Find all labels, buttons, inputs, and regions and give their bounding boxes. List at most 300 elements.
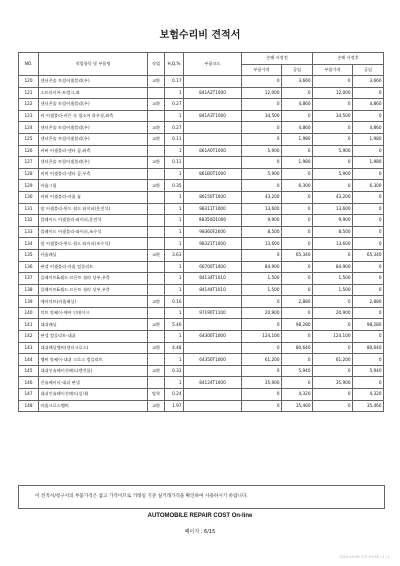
row-item: 커 어셈블리-커튼 속 업소어 하우징,좌측 bbox=[39, 110, 148, 122]
row-code: 64300T1000 bbox=[184, 331, 242, 343]
table-row bbox=[19, 145, 384, 157]
row-no: 139 bbox=[19, 296, 39, 308]
row-labor-before: 0 bbox=[282, 331, 313, 343]
table-row bbox=[19, 249, 384, 261]
row-labor-before: 0 bbox=[282, 354, 313, 366]
table-row bbox=[19, 261, 384, 273]
row-labor-after: 2,880 bbox=[353, 296, 384, 308]
row-labor-before: 0 bbox=[282, 87, 313, 99]
row-labor-after: 0 bbox=[353, 377, 384, 389]
row-parts-price-after: 84,900 bbox=[313, 261, 353, 273]
row-no: 141 bbox=[19, 319, 39, 331]
row-parts-price-after: 5,900 bbox=[313, 168, 353, 180]
row-parts-price-after: 34,500 bbox=[313, 110, 353, 122]
row-labor-after: 35,460 bbox=[353, 400, 384, 412]
row-labor-after: 1,980 bbox=[353, 157, 384, 169]
col-group-before: 손해 사정전 bbox=[242, 53, 313, 65]
row-parts-price-after: 0 bbox=[313, 133, 353, 145]
print-stamp: 2023-03-09 오후 07:58 / 1 / 1 bbox=[339, 555, 390, 559]
row-parts-price-before: 35,900 bbox=[242, 377, 282, 389]
row-hq: 4.48 bbox=[165, 342, 184, 354]
row-item: 에어덕트(카울패널) bbox=[39, 296, 148, 308]
row-work bbox=[148, 191, 165, 203]
row-labor-before: 0 bbox=[282, 377, 313, 389]
row-labor-after: 0 bbox=[353, 238, 384, 250]
row-hq: 3.63 bbox=[165, 249, 184, 261]
table-row bbox=[19, 307, 384, 319]
row-hq: 1 bbox=[165, 307, 184, 319]
row-no: 145 bbox=[19, 365, 39, 377]
table-row bbox=[19, 365, 384, 377]
row-parts-price-before: 12,000 bbox=[242, 87, 282, 99]
row-no: 148 bbox=[19, 400, 39, 412]
row-work: 교환 bbox=[148, 342, 165, 354]
row-work: 교환 bbox=[148, 76, 165, 88]
row-labor-before: 0 bbox=[282, 226, 313, 238]
row-no: 147 bbox=[19, 389, 39, 401]
row-no: 136 bbox=[19, 261, 39, 273]
row-work bbox=[148, 110, 165, 122]
table-row bbox=[19, 122, 384, 134]
table-row bbox=[19, 110, 384, 122]
row-parts-price-before: 0 bbox=[242, 319, 282, 331]
row-labor-after: 6,300 bbox=[353, 180, 384, 192]
row-parts-price-before: 0 bbox=[242, 99, 282, 111]
row-code bbox=[184, 400, 242, 412]
row-labor-before: 6,300 bbox=[282, 180, 313, 192]
row-no: 144 bbox=[19, 354, 39, 366]
col-item: 작업항목 및 부품명 bbox=[39, 53, 148, 76]
row-labor-after: 0 bbox=[353, 273, 384, 285]
row-labor-before: 0 bbox=[282, 145, 313, 157]
row-item: 카울크로스멤버 bbox=[39, 400, 148, 412]
row-labor-before: 4,860 bbox=[282, 122, 313, 134]
row-labor-before: 2,880 bbox=[282, 296, 313, 308]
row-code: 841A2T1000 bbox=[184, 87, 242, 99]
row-code bbox=[184, 389, 242, 401]
row-parts-price-after: 0 bbox=[313, 122, 353, 134]
row-code bbox=[184, 180, 242, 192]
row-labor-after: 98,280 bbox=[353, 319, 384, 331]
row-labor-after: 0 bbox=[353, 261, 384, 273]
row-hq: 0.11 bbox=[165, 133, 184, 145]
col-labor-after: 공임 bbox=[353, 64, 384, 76]
row-no: 135 bbox=[19, 249, 39, 261]
row-work: 교환 bbox=[148, 319, 165, 331]
row-labor-after: 0 bbox=[353, 354, 384, 366]
row-labor-before: 0 bbox=[282, 191, 313, 203]
row-item: 카울그릴 bbox=[39, 180, 148, 192]
row-work bbox=[148, 145, 165, 157]
col-parts-price-after: 부품가격 bbox=[313, 64, 353, 76]
row-work: 교환 bbox=[148, 122, 165, 134]
row-item: 센터콘솔 트림어셈블리(우) bbox=[39, 76, 148, 88]
row-parts-price-before: 8,500 bbox=[242, 226, 282, 238]
row-parts-price-after: 0 bbox=[313, 342, 353, 354]
row-no: 137 bbox=[19, 273, 39, 285]
row-item: 센터콘솔 트림어셈블리(우) bbox=[39, 133, 148, 145]
row-work: 교환 bbox=[148, 365, 165, 377]
row-labor-before: 0 bbox=[282, 203, 313, 215]
row-labor-after: 0 bbox=[353, 168, 384, 180]
row-hq: 1 bbox=[165, 226, 184, 238]
row-no: 122 bbox=[19, 99, 39, 111]
row-labor-before: 0 bbox=[282, 238, 313, 250]
row-item: 판넬 컴플리트-대쉬 bbox=[39, 331, 148, 343]
row-no: 124 bbox=[19, 122, 39, 134]
row-parts-price-after: 9,900 bbox=[313, 215, 353, 227]
table-row bbox=[19, 99, 384, 111]
row-parts-price-after: 13,600 bbox=[313, 203, 353, 215]
row-parts-price-after: 0 bbox=[313, 99, 353, 111]
row-no: 128 bbox=[19, 168, 39, 180]
row-hq: 1 bbox=[165, 377, 184, 389]
row-item: 블레이드 어셈블리-와이퍼,운전석 bbox=[39, 215, 148, 227]
row-code: 66700T1000 bbox=[184, 261, 242, 273]
row-item: 덕트 앗쎄이-에어 인테이크 bbox=[39, 307, 148, 319]
table-row bbox=[19, 284, 384, 296]
row-item: 스트라이커-트렁크,좌 bbox=[39, 87, 148, 99]
row-work bbox=[148, 307, 165, 319]
row-hq: 1 bbox=[165, 203, 184, 215]
row-item: 대쉬패널 bbox=[39, 319, 148, 331]
row-labor-after: 0 bbox=[353, 215, 384, 227]
table-row bbox=[19, 157, 384, 169]
row-no: 138 bbox=[19, 284, 39, 296]
row-parts-price-before: 34,500 bbox=[242, 110, 282, 122]
row-hq: 0.17 bbox=[165, 76, 184, 88]
row-parts-price-before: 13,600 bbox=[242, 203, 282, 215]
row-labor-before: 98,280 bbox=[282, 319, 313, 331]
row-labor-after: 4,320 bbox=[353, 389, 384, 401]
row-code bbox=[184, 365, 242, 377]
col-code: 부품코드 bbox=[184, 53, 242, 76]
page-number: 페이지 : 6/15 bbox=[184, 529, 216, 535]
table-row bbox=[19, 400, 384, 412]
table-row bbox=[19, 191, 384, 203]
table-row bbox=[19, 168, 384, 180]
row-hq: 1 bbox=[165, 261, 184, 273]
row-code bbox=[184, 76, 242, 88]
row-labor-before: 65,340 bbox=[282, 249, 313, 261]
row-item: 암 어셈블리-윈드 쉴드 와이퍼(조수석) bbox=[39, 238, 148, 250]
row-parts-price-before: 0 bbox=[242, 365, 282, 377]
row-hq: 1 bbox=[165, 145, 184, 157]
row-work: 교환 bbox=[148, 296, 165, 308]
row-code bbox=[184, 133, 242, 145]
row-work bbox=[148, 203, 165, 215]
row-no: 132 bbox=[19, 215, 39, 227]
row-hq: 1 bbox=[165, 238, 184, 250]
row-labor-before: 4,860 bbox=[282, 99, 313, 111]
row-work: 교환 bbox=[148, 249, 165, 261]
row-parts-price-after: 43,200 bbox=[313, 191, 353, 203]
table-row bbox=[19, 87, 384, 99]
row-labor-before: 0 bbox=[282, 261, 313, 273]
row-hq: 1 bbox=[165, 354, 184, 366]
row-code bbox=[184, 342, 242, 354]
row-work bbox=[148, 226, 165, 238]
row-hq: 1 bbox=[165, 284, 184, 296]
row-labor-after: 3,660 bbox=[353, 76, 384, 88]
row-work: 교환 bbox=[148, 133, 165, 145]
row-labor-after: 80,640 bbox=[353, 342, 384, 354]
row-hq: 1 bbox=[165, 191, 184, 203]
row-parts-price-before: 0 bbox=[242, 249, 282, 261]
row-code: 98360F2600 bbox=[184, 226, 242, 238]
row-parts-price-after: 0 bbox=[313, 365, 353, 377]
row-parts-price-before: 20,900 bbox=[242, 307, 282, 319]
row-parts-price-before: 0 bbox=[242, 400, 282, 412]
row-parts-price-after: 0 bbox=[313, 296, 353, 308]
row-work: 교환 bbox=[148, 180, 165, 192]
table-row bbox=[19, 331, 384, 343]
row-no: 140 bbox=[19, 307, 39, 319]
row-work: 교환 bbox=[148, 400, 165, 412]
row-parts-price-before: 1,500 bbox=[242, 273, 282, 285]
row-hq: 1 bbox=[165, 168, 184, 180]
row-labor-before: 0 bbox=[282, 110, 313, 122]
row-labor-after: 4,860 bbox=[353, 122, 384, 134]
row-parts-price-after: 0 bbox=[313, 180, 353, 192]
row-labor-before: 4,320 bbox=[282, 389, 313, 401]
row-parts-price-after: 0 bbox=[313, 389, 353, 401]
row-labor-after: 0 bbox=[353, 331, 384, 343]
row-parts-price-after: 0 bbox=[313, 319, 353, 331]
row-work: 탈착 bbox=[148, 389, 165, 401]
row-code: 84144T1010 bbox=[184, 284, 242, 296]
row-labor-after: 0 bbox=[353, 87, 384, 99]
col-labor-before: 공임 bbox=[282, 64, 313, 76]
col-no: NO. bbox=[19, 53, 39, 76]
row-no: 143 bbox=[19, 342, 39, 354]
table-row bbox=[19, 226, 384, 238]
row-parts-price-after: 12,000 bbox=[313, 87, 353, 99]
row-parts-price-before: 0 bbox=[242, 342, 282, 354]
row-work bbox=[148, 284, 165, 296]
row-hq: 1 bbox=[165, 215, 184, 227]
row-labor-after: 0 bbox=[353, 110, 384, 122]
row-labor-before: 0 bbox=[282, 273, 313, 285]
row-code: 84124T1000 bbox=[184, 377, 242, 389]
row-hq: 5.46 bbox=[165, 319, 184, 331]
row-labor-after: 0 bbox=[353, 307, 384, 319]
row-labor-after: 0 bbox=[353, 203, 384, 215]
row-code: 98321T1000 bbox=[184, 238, 242, 250]
row-no: 120 bbox=[19, 76, 39, 88]
row-hq: 1 bbox=[165, 331, 184, 343]
row-item: 대쉬인슐레이션패드(실내) bbox=[39, 389, 148, 401]
row-work bbox=[148, 273, 165, 285]
row-parts-price-before: 9,900 bbox=[242, 215, 282, 227]
row-parts-price-after: 13,600 bbox=[313, 238, 353, 250]
row-parts-price-before: 0 bbox=[242, 389, 282, 401]
table-row bbox=[19, 203, 384, 215]
row-work bbox=[148, 168, 165, 180]
row-no: 131 bbox=[19, 203, 39, 215]
row-item: 블레이드 어셈블리-와이퍼,조수석 bbox=[39, 226, 148, 238]
row-work bbox=[148, 87, 165, 99]
row-labor-after: 5,940 bbox=[353, 365, 384, 377]
row-work: 교환 bbox=[148, 157, 165, 169]
estimate-table bbox=[18, 52, 384, 412]
row-parts-price-after: 1,500 bbox=[313, 284, 353, 296]
row-labor-before: 5,940 bbox=[282, 365, 313, 377]
row-labor-before: 0 bbox=[282, 215, 313, 227]
row-parts-price-before: 0 bbox=[242, 76, 282, 88]
table-body bbox=[19, 76, 384, 412]
table-row bbox=[19, 296, 384, 308]
row-code: 86150T1000 bbox=[184, 191, 242, 203]
row-parts-price-after: 0 bbox=[313, 76, 353, 88]
row-code bbox=[184, 122, 242, 134]
row-item: 인슐레이터-대쉬 판넬 bbox=[39, 377, 148, 389]
row-item: 멤버 앗쎄이-대쉬 크로스 컴플리트 bbox=[39, 354, 148, 366]
row-item: 센터콘솔 트림어셈블리(우) bbox=[39, 99, 148, 111]
row-parts-price-before: 43,200 bbox=[242, 191, 282, 203]
row-item: 센터콘솔 트림어셈블리(우) bbox=[39, 157, 148, 169]
row-code: 861B0T1000 bbox=[184, 168, 242, 180]
document-title: 보험수리비 견적서 bbox=[159, 30, 241, 41]
row-hq: 1 bbox=[165, 87, 184, 99]
table-row bbox=[19, 342, 384, 354]
row-no: 130 bbox=[19, 191, 39, 203]
row-labor-before: 0 bbox=[282, 168, 313, 180]
row-parts-price-after: 35,900 bbox=[313, 377, 353, 389]
col-hq: H,Q,% bbox=[165, 53, 184, 76]
row-work bbox=[148, 261, 165, 273]
row-labor-before: 1,980 bbox=[282, 157, 313, 169]
row-parts-price-after: 5,900 bbox=[313, 145, 353, 157]
table-row bbox=[19, 354, 384, 366]
row-work bbox=[148, 238, 165, 250]
row-item: 플레이트&쉐드-프론트 쉴라 상부,우측 bbox=[39, 273, 148, 285]
row-parts-price-before: 5,900 bbox=[242, 168, 282, 180]
row-code: 861A0T1000 bbox=[184, 145, 242, 157]
row-parts-price-before: 13,600 bbox=[242, 238, 282, 250]
price-notice: 이 견적서/청구서의 부품가격은 참고 가격이므로 거래일 기준 실거래가격을 확인하여 사용하시기 바랍니다. bbox=[18, 485, 385, 509]
row-labor-before: 35,460 bbox=[282, 400, 313, 412]
row-hq: 0.35 bbox=[165, 180, 184, 192]
row-item: 센터콘솔 트림어셈블리(우) bbox=[39, 122, 148, 134]
table-row bbox=[19, 389, 384, 401]
row-item: 암 어셈블리-윈드 쉴드 와이퍼(운전석) bbox=[39, 203, 148, 215]
row-labor-before: 80,640 bbox=[282, 342, 313, 354]
row-labor-after: 1,980 bbox=[353, 133, 384, 145]
row-item: 판넬 어셈블리-카울 컴플리트 bbox=[39, 261, 148, 273]
row-item: 대쉬패널멤버(센터크로스) bbox=[39, 342, 148, 354]
row-item: 커버 어셈블리-카울 톱 bbox=[39, 191, 148, 203]
row-labor-before: 1,980 bbox=[282, 133, 313, 145]
col-work: 작업 bbox=[148, 53, 165, 76]
row-hq: 0.33 bbox=[165, 365, 184, 377]
row-no: 133 bbox=[19, 226, 39, 238]
row-hq: 1.97 bbox=[165, 400, 184, 412]
row-no: 146 bbox=[19, 377, 39, 389]
row-no: 134 bbox=[19, 238, 39, 250]
row-parts-price-before: 0 bbox=[242, 296, 282, 308]
row-no: 121 bbox=[19, 87, 39, 99]
row-no: 129 bbox=[19, 180, 39, 192]
row-no: 142 bbox=[19, 331, 39, 343]
col-parts-price-before: 부품가격 bbox=[242, 64, 282, 76]
row-hq: 0.11 bbox=[165, 157, 184, 169]
table-row bbox=[19, 76, 384, 88]
row-code bbox=[184, 157, 242, 169]
row-no: 125 bbox=[19, 133, 39, 145]
row-hq: 0.24 bbox=[165, 389, 184, 401]
row-code bbox=[184, 99, 242, 111]
row-parts-price-before: 0 bbox=[242, 157, 282, 169]
row-labor-after: 0 bbox=[353, 191, 384, 203]
row-code bbox=[184, 319, 242, 331]
row-code: 98311T1000 bbox=[184, 203, 242, 215]
row-parts-price-before: 0 bbox=[242, 180, 282, 192]
row-parts-price-after: 61,200 bbox=[313, 354, 353, 366]
row-code bbox=[184, 296, 242, 308]
row-parts-price-before: 0 bbox=[242, 122, 282, 134]
row-code: 64350T1000 bbox=[184, 354, 242, 366]
row-work bbox=[148, 377, 165, 389]
row-parts-price-after: 0 bbox=[313, 249, 353, 261]
row-work bbox=[148, 215, 165, 227]
row-labor-before: 0 bbox=[282, 307, 313, 319]
row-parts-price-after: 124,100 bbox=[313, 331, 353, 343]
col-group-after: 손해 사정후 bbox=[313, 53, 384, 65]
row-code: 84134T1010 bbox=[184, 273, 242, 285]
row-item: 대쉬인슐레이션패드(엔진룸) bbox=[39, 365, 148, 377]
row-parts-price-before: 5,900 bbox=[242, 145, 282, 157]
row-parts-price-before: 124,100 bbox=[242, 331, 282, 343]
row-labor-before: 0 bbox=[282, 284, 313, 296]
row-hq: 1 bbox=[165, 273, 184, 285]
row-item: 카울패널 bbox=[39, 249, 148, 261]
row-code: 841A3T1000 bbox=[184, 110, 242, 122]
row-work bbox=[148, 331, 165, 343]
row-labor-after: 0 bbox=[353, 226, 384, 238]
row-code: 98350D1000 bbox=[184, 215, 242, 227]
row-item: 플레이트&쉐드-프론트 쉴라 상부,우측 bbox=[39, 284, 148, 296]
row-parts-price-before: 61,200 bbox=[242, 354, 282, 366]
row-labor-after: 65,340 bbox=[353, 249, 384, 261]
row-hq: 0.27 bbox=[165, 122, 184, 134]
table-row bbox=[19, 377, 384, 389]
table-row bbox=[19, 180, 384, 192]
row-no: 123 bbox=[19, 110, 39, 122]
row-code bbox=[184, 249, 242, 261]
row-no: 126 bbox=[19, 145, 39, 157]
row-code: 97190T1100 bbox=[184, 307, 242, 319]
footer-title: AUTOMOBILE REPAIR COST On-line bbox=[147, 513, 253, 519]
row-work: 교환 bbox=[148, 99, 165, 111]
row-labor-after: 0 bbox=[353, 145, 384, 157]
row-labor-before: 3,660 bbox=[282, 76, 313, 88]
table-row bbox=[19, 133, 384, 145]
table-row bbox=[19, 215, 384, 227]
row-parts-price-after: 0 bbox=[313, 157, 353, 169]
row-parts-price-after: 20,900 bbox=[313, 307, 353, 319]
row-parts-price-after: 1,500 bbox=[313, 273, 353, 285]
row-item: 커버 어셈블리-센터 콤,좌측 bbox=[39, 145, 148, 157]
row-parts-price-before: 1,500 bbox=[242, 284, 282, 296]
row-work bbox=[148, 354, 165, 366]
row-parts-price-before: 84,900 bbox=[242, 261, 282, 273]
row-hq: 1 bbox=[165, 110, 184, 122]
row-item: 커버 어셈블리-센터 콤,우측 bbox=[39, 168, 148, 180]
row-labor-after: 0 bbox=[353, 284, 384, 296]
row-parts-price-after: 0 bbox=[313, 400, 353, 412]
row-hq: 0.27 bbox=[165, 99, 184, 111]
